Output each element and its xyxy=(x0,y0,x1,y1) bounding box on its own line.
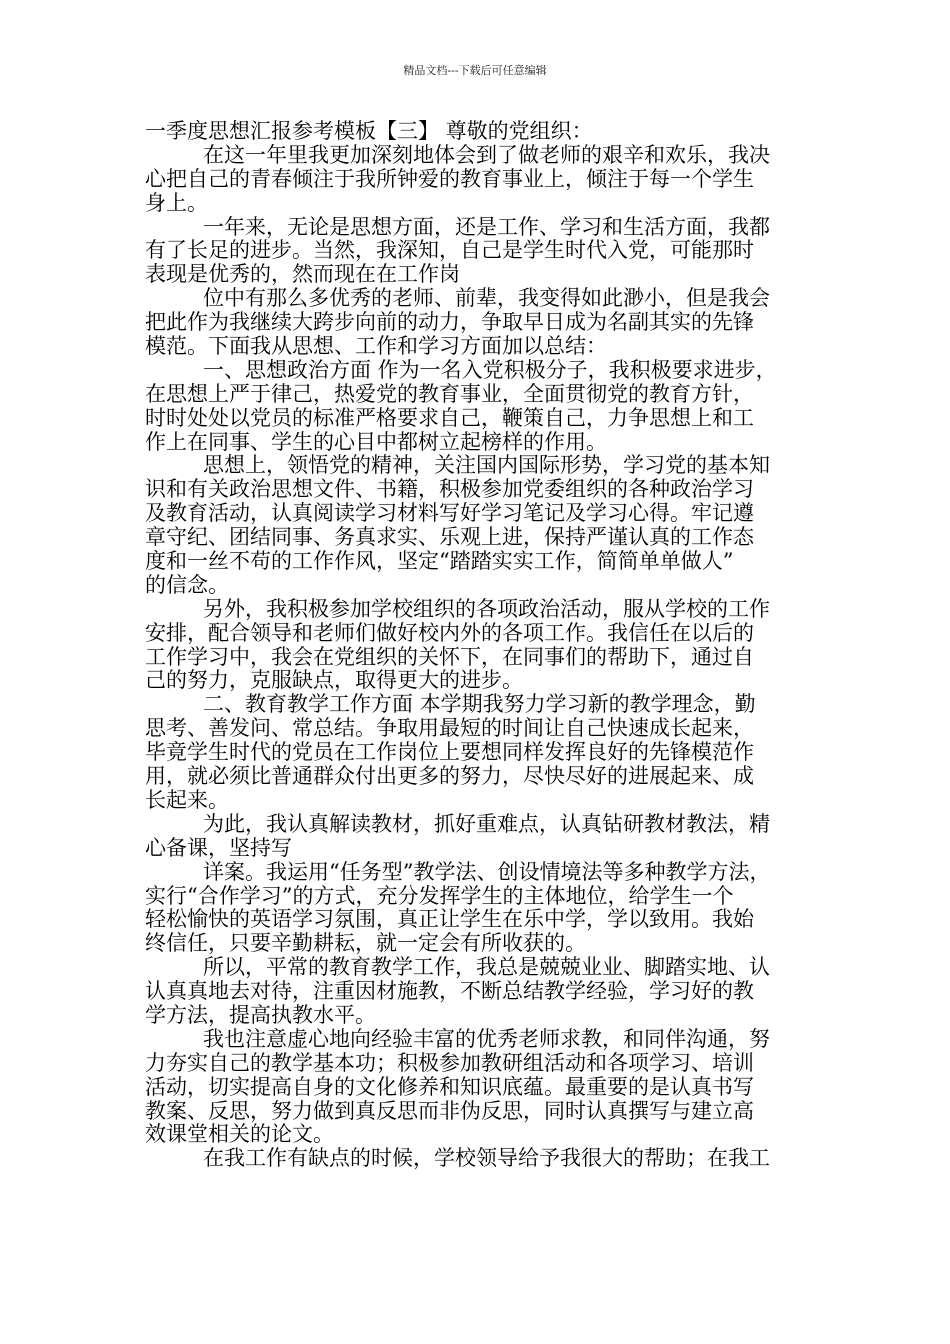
page-header: 精品文档---下载后可任意编辑 xyxy=(403,64,547,77)
text-line: 及教育活动，认真阅读学习材料写好学习笔记及学习心得。牢记遵 xyxy=(145,501,754,526)
text-line: 力夯实自己的教学基本功；积极参加教研组活动和各项学习、培训 xyxy=(145,1050,754,1075)
text-line: 有了长足的进步。当然，我深知，自己是学生时代入党，可能那时 xyxy=(145,238,754,263)
text-line: 所以，平常的教育教学工作，我总是兢兢业业、脚踏实地、认 xyxy=(203,955,770,980)
text-line: 教案、反思，努力做到真反思而非伪反思，同时认真撰写与建立高 xyxy=(145,1098,754,1123)
text-line: 作上在同事、学生的心目中都树立起榜样的作用。 xyxy=(145,429,607,454)
text-line: 用，就必须比普通群众付出更多的努力，尽快尽好的进展起来、成 xyxy=(145,764,754,789)
text-line: 毕竟学生时代的党员在工作岗位上要想同样发挥良好的先锋模范作 xyxy=(145,740,754,765)
text-line: 思考、善发问、常总结。争取用最短的时间让自己快速成长起来， xyxy=(145,716,754,741)
text-line: 章守纪、团结同事、务真求实、乐观上进，保持严谨认真的工作态 xyxy=(145,525,754,550)
text-line: 另外，我积极参加学校组织的各项政治活动，服从学校的工作 xyxy=(203,596,770,621)
text-line: 二、教育教学工作方面 本学期我努力学习新的教学理念，勤 xyxy=(203,692,756,717)
text-line: 认真真地去对待，注重因材施教，不断总结教学经验，学习好的教 xyxy=(145,979,754,1004)
text-line: 长起来。 xyxy=(145,787,229,812)
text-line: 学方法，提高执教水平。 xyxy=(145,1002,376,1027)
text-line: 详案。我运用“任务型”教学法、创设情境法等多种教学方法， xyxy=(203,859,771,884)
text-line: 的信念。 xyxy=(145,572,229,597)
text-line: 位中有那么多优秀的老师、前辈，我变得如此渺小，但是我会 xyxy=(203,286,770,311)
text-line: 表现是优秀的，然而现在在工作岗 xyxy=(145,262,460,287)
text-line: 模范。下面我从思想、工作和学习方面加以总结： xyxy=(145,334,607,359)
text-line: 把此作为我继续大跨步向前的动力，争取早日成为名副其实的先锋 xyxy=(145,310,754,335)
text-line: 在我工作有缺点的时候，学校领导给予我很大的帮助；在我工 xyxy=(203,1146,770,1171)
text-line: 识和有关政治思想文件、书籍，积极参加党委组织的各种政治学习 xyxy=(145,477,754,502)
text-line: 一年来，无论是思想方面，还是工作、学习和生活方面，我都 xyxy=(203,214,770,239)
text-line: 度和一丝不苟的工作作风，坚定“踏踏实实工作，简简单单做人” xyxy=(145,549,734,574)
text-line: 身上。 xyxy=(145,190,208,215)
text-line: 实行“合作学习”的方式，充分发挥学生的主体地位，给学生一个 xyxy=(145,883,734,908)
text-line: 思想上，领悟党的精神，关注国内国际形势，学习党的基本知 xyxy=(203,453,770,478)
text-line: 时时处处以党员的标准严格要求自己，鞭策自己，力争思想上和工 xyxy=(145,405,754,430)
document-body xyxy=(145,120,810,1171)
text-line: 在这一年里我更加深刻地体会到了做老师的艰辛和欢乐，我决 xyxy=(203,142,770,167)
text-line: 己的努力，克服缺点，取得更大的进步。 xyxy=(145,668,523,693)
text-line: 心把自己的青春倾注于我所钟爱的教育事业上，倾注于每一个学生 xyxy=(145,166,754,191)
text-line: 轻松愉快的英语学习氛围，真正让学生在乐中学，学以致用。我始 xyxy=(145,907,754,932)
text-line: 心备课，坚持写 xyxy=(145,835,292,860)
text-line: 安排，配合领导和老师们做好校内外的各项工作。我信任在以后的 xyxy=(145,620,754,645)
text-line: 工作学习中，我会在党组织的关怀下，在同事们的帮助下，通过自 xyxy=(145,644,754,669)
text-line: 一、思想政治方面 作为一名入党积极分子，我积极要求进步， xyxy=(203,357,777,382)
text-line: 终信任，只要辛勤耕耘，就一定会有所收获的。 xyxy=(145,931,586,956)
text-line: 一季度思想汇报参考模板【三】 尊敬的党组织： xyxy=(145,119,593,143)
text-line: 活动，切实提高自身的文化修养和知识底蕴。最重要的是认真书写 xyxy=(145,1074,754,1099)
text-line: 在思想上严于律己，热爱党的教育事业，全面贯彻党的教育方针， xyxy=(145,381,754,406)
text-line: 我也注意虚心地向经验丰富的优秀老师求教，和同伴沟通，努 xyxy=(203,1026,770,1051)
text-line: 效课堂相关的论文。 xyxy=(145,1122,334,1147)
text-line: 为此，我认真解读教材，抓好重难点，认真钻研教材教法，精 xyxy=(203,811,770,836)
